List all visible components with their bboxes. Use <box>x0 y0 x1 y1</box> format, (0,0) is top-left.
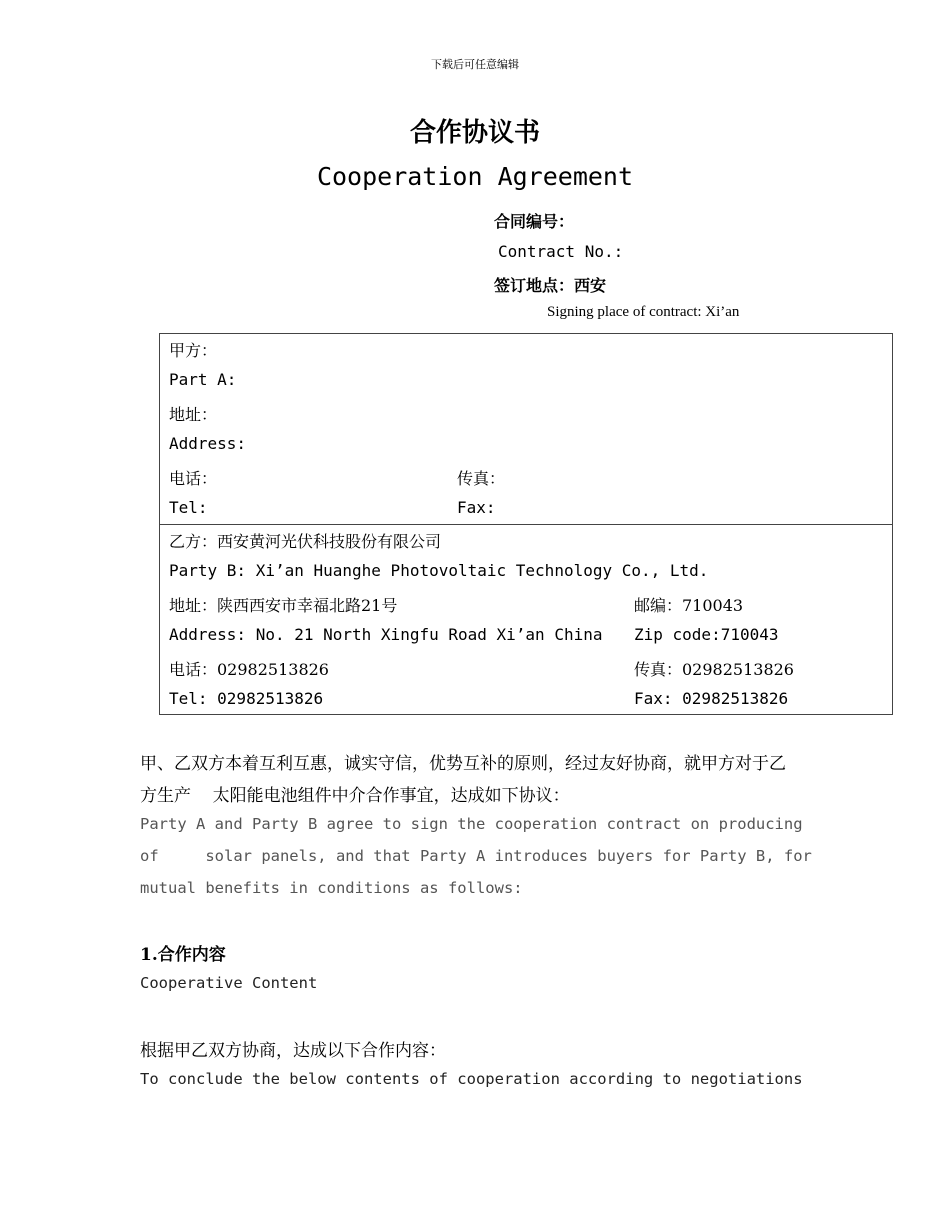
party-b-zip-cn: 邮编：710043 <box>634 596 744 615</box>
section-1-paragraph-cn: 根据甲乙双方协商，达成以下合作内容： <box>140 1041 446 1061</box>
party-b-name-cn: 乙方：西安黄河光伏科技股份有限公司 <box>169 532 442 551</box>
title-english: Cooperation Agreement <box>316 162 634 191</box>
party-b-name-en: Party B: Xi’an Huanghe Photovoltaic Technology Co., Ltd. <box>169 561 709 580</box>
section-1-paragraph-en: To conclude the below contents of cooperation according to negotiations <box>140 1070 803 1088</box>
party-a-name-cn: 甲方： <box>169 341 218 360</box>
intro-cn-line-2: 方生产 太阳能电池组件中介合作事宜，达成如下协议： <box>140 786 570 806</box>
party-a-fax-cn: 传真： <box>457 469 506 488</box>
party-b-fax-cn: 传真：02982513826 <box>634 660 794 679</box>
contract-number-label-cn: 合同编号： <box>494 212 575 231</box>
intro-en-line-2: of solar panels, and that Party A introduces buyers for Party B, for <box>140 847 812 865</box>
contract-number-label-en: Contract No.: <box>498 242 624 261</box>
party-b-zip-en: Zip code:710043 <box>634 625 779 644</box>
party-a-address-en: Address: <box>169 434 247 453</box>
intro-en-line-3: mutual benefits in conditions as follows: <box>140 879 523 897</box>
signing-place-cn: 签订地点：西安 <box>494 276 607 295</box>
page-header-note: 下载后可任意编辑 <box>431 58 519 71</box>
party-b-fax-en: Fax: 02982513826 <box>634 689 789 708</box>
section-1-heading-en: Cooperative Content <box>140 974 318 992</box>
intro-en-line-1: Party A and Party B agree to sign the cooperation contract on producing <box>140 815 803 833</box>
section-1-heading-cn: 1.合作内容 <box>140 945 226 965</box>
signing-place-en: Signing place of contract: Xi’an <box>547 304 740 320</box>
parties-divider <box>160 524 892 525</box>
party-a-name-en: Part A: <box>169 370 237 389</box>
parties-table <box>159 333 893 715</box>
party-b-address-en: Address: No. 21 North Xingfu Road Xi’an China <box>169 625 603 644</box>
party-a-fax-en: Fax: <box>457 498 496 517</box>
party-b-address-cn: 地址：陕西西安市幸福北路21号 <box>169 596 398 615</box>
intro-cn-line-1: 甲、乙双方本着互利互惠，诚实守信，优势互补的原则，经过友好协商，就甲方对于乙 <box>140 754 786 774</box>
title-chinese: 合作协议书 <box>409 118 540 148</box>
party-b-tel-en: Tel: 02982513826 <box>169 689 324 708</box>
party-a-phone-cn: 电话： <box>169 469 218 488</box>
party-b-phone-cn: 电话：02982513826 <box>169 660 329 679</box>
party-a-address-cn: 地址： <box>169 405 218 424</box>
party-a-tel-en: Tel: <box>169 498 208 517</box>
